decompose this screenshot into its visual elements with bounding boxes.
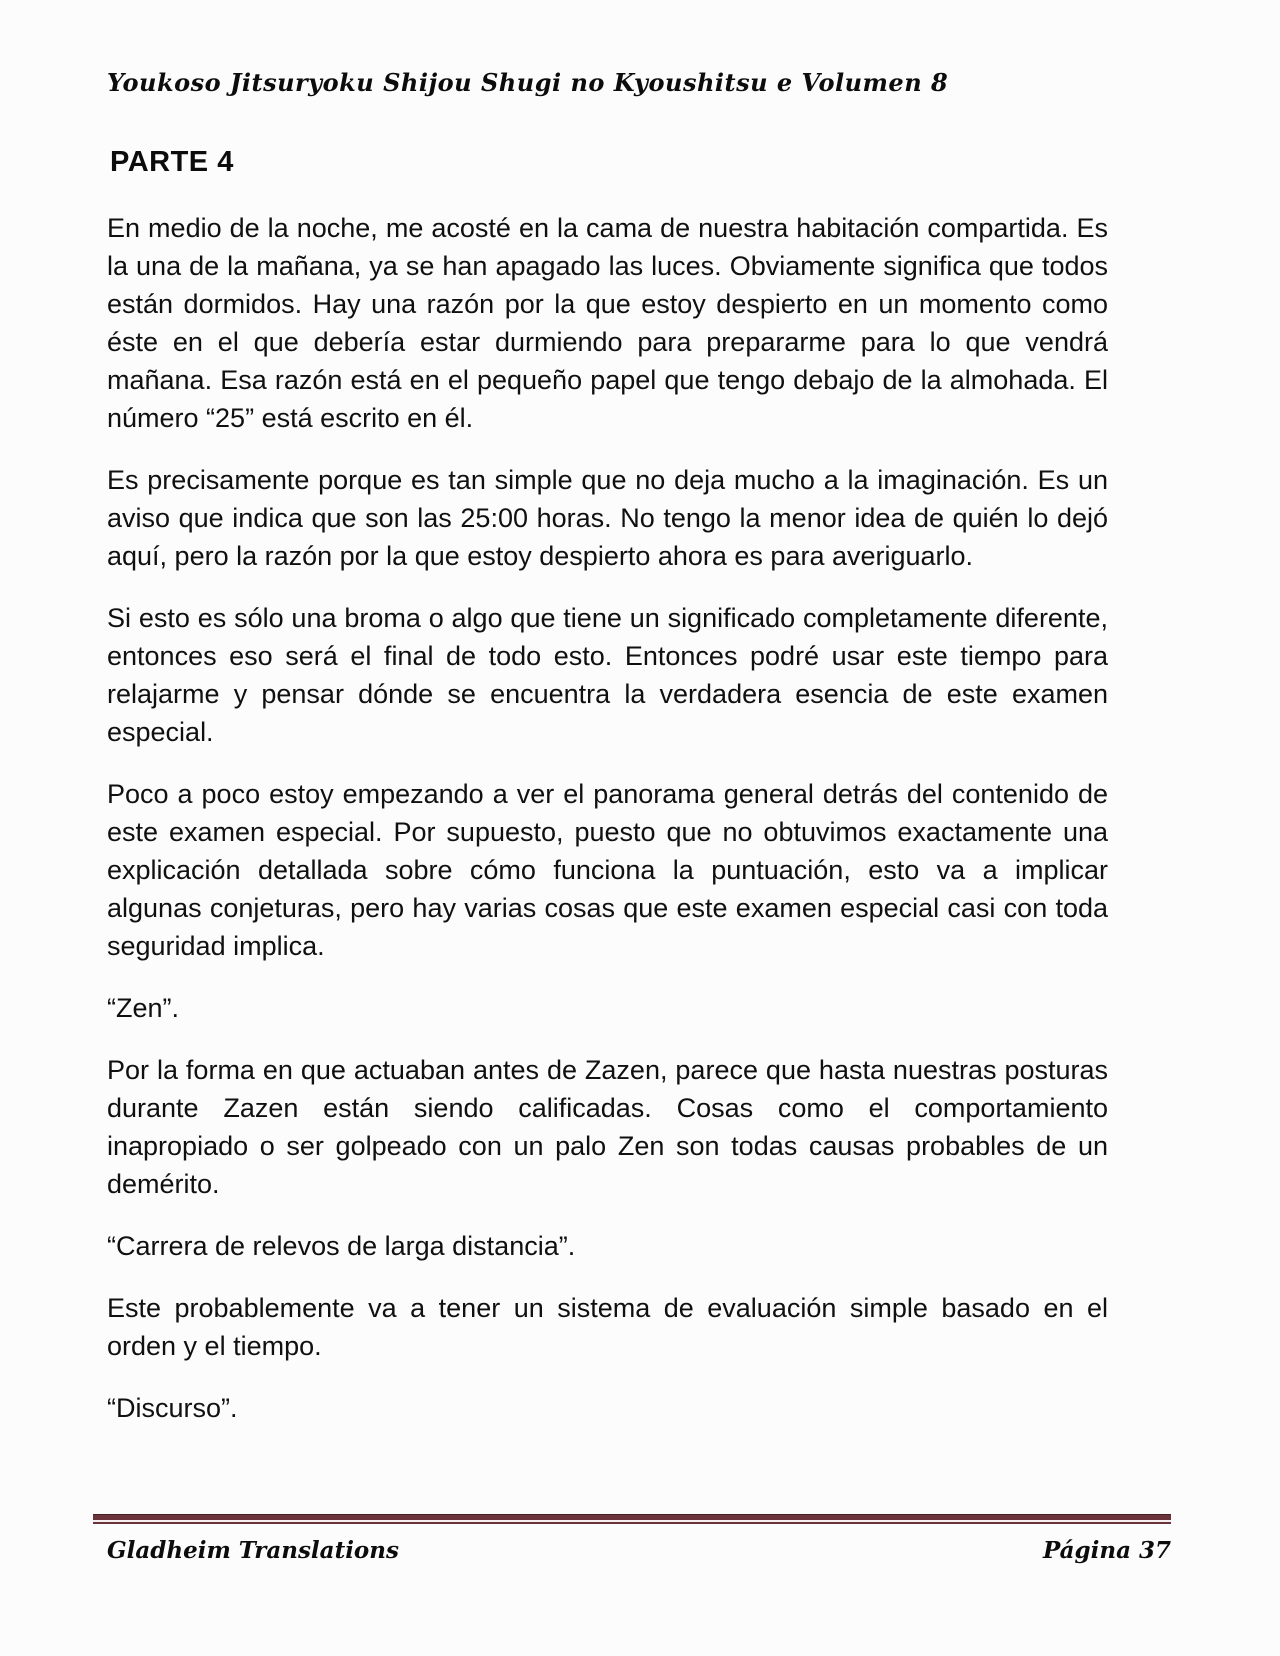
paragraph: En medio de la noche, me acosté en la cama de nuestra habitación compartida. Es la una de la mañana, ya se han apagado las luces. Obviamente significa que todos están dormidos. Hay una razón por la que estoy despierto en un momento como éste en el que debería estar durmiendo para prepararme para lo que vendrá mañana. Esa razón está en el pequeño papel que tengo debajo de la almohada. El número “25” está escrito en él. <box>107 213 1108 433</box>
footer-translator-credit: Gladheim Translations <box>107 1537 399 1564</box>
footer-text-row <box>93 1537 1171 1564</box>
paragraph: “Zen”. <box>107 993 180 1023</box>
page-title: PARTE 4 <box>110 146 234 178</box>
paragraph: “Discurso”. <box>107 1393 238 1423</box>
paragraph: “Carrera de relevos de larga distancia”. <box>107 1231 576 1261</box>
footer-divider-thin-line <box>93 1522 1171 1524</box>
paragraph: Es precisamente porque es tan simple que no deja mucho a la imaginación. Es un aviso que indica que son las 25:00 horas. No tengo la menor idea de quién lo dejó aquí, pero la razón por la que estoy despierto ahora es para averiguarlo. <box>107 465 1108 571</box>
body-text <box>107 209 1108 1451</box>
paragraph: Por la forma en que actuaban antes de Zazen, parece que hasta nuestras posturas durante Zazen están siendo calificadas. Cosas como el comportamiento inapropiado o ser golpeado con un palo Zen son todas causas probables de un demérito. <box>107 1055 1108 1199</box>
footer-divider <box>93 1514 1171 1524</box>
paragraph: Este probablemente va a tener un sistema de evaluación simple basado en el orden y el tiempo. <box>107 1293 1108 1361</box>
running-header: Youkoso Jitsuryoku Shijou Shugi no Kyoushitsu e Volumen 8 <box>107 68 949 97</box>
footer-page-number: Página 37 <box>1042 1537 1171 1564</box>
paragraph: Poco a poco estoy empezando a ver el panorama general detrás del contenido de este examen especial. Por supuesto, puesto que no obtuvimos exactamente una explicación detallada sobre cómo funciona la puntuación, esto va a implicar algunas conjeturas, pero hay varias cosas que este examen especial casi con toda seguridad implica. <box>107 779 1108 961</box>
paragraph: Si esto es sólo una broma o algo que tiene un significado completamente diferente, entonces eso será el final de todo esto. Entonces podré usar este tiempo para relajarme y pensar dónde se encuentra la verdadera esencia de este examen especial. <box>107 603 1108 747</box>
page-footer <box>93 1514 1171 1564</box>
